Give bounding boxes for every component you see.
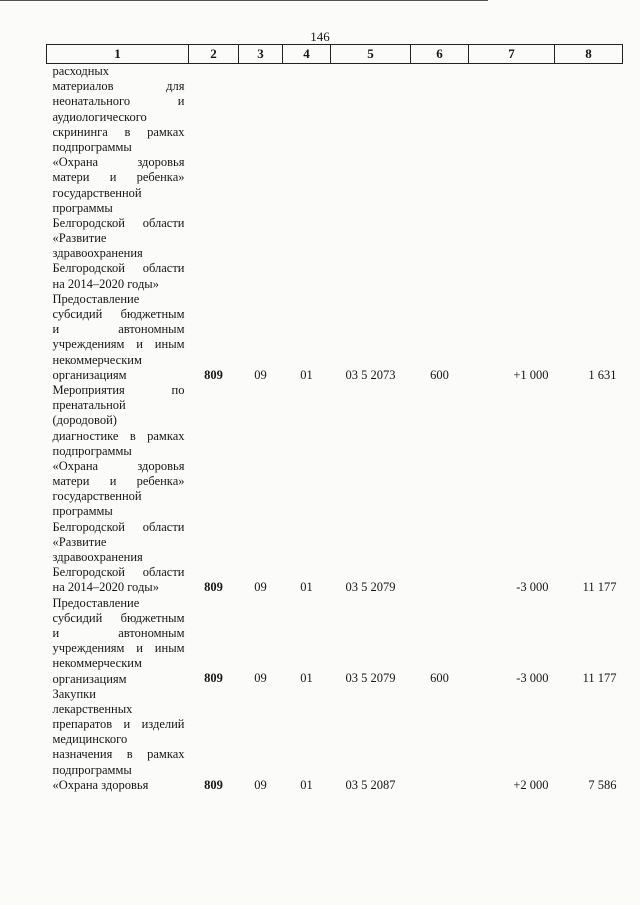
- section-cell: [239, 64, 283, 292]
- table-header: [47, 45, 623, 64]
- description-line: матери и ребенка»: [52, 474, 185, 489]
- table-row: [47, 687, 623, 793]
- total-amount-cell: 11 177: [582, 580, 617, 595]
- description-line: и автономным: [52, 625, 185, 640]
- header-col-3: 3: [239, 45, 283, 64]
- description-line: аудиологического: [52, 109, 147, 124]
- description-line: скрининга в рамках: [52, 124, 185, 139]
- description-line: матери и ребенка»: [52, 170, 185, 185]
- description-cell: [47, 687, 189, 793]
- total-amount-cell: 1 631: [588, 367, 617, 382]
- change-amount-cell: -3 000: [516, 671, 549, 686]
- description-line: «Развитие: [52, 231, 107, 246]
- description-line: пренатальной: [52, 398, 126, 413]
- expense-type-cell: 600: [430, 671, 449, 686]
- table-row: [47, 383, 623, 596]
- description-line: субсидий бюджетным: [52, 610, 185, 625]
- description-cell: [47, 596, 189, 687]
- description-line: организациям: [52, 367, 127, 382]
- description-line: медицинского: [52, 732, 128, 747]
- description-line: на 2014–2020 годы»: [52, 276, 159, 291]
- description-line: и автономным: [52, 322, 185, 337]
- description-line: учреждениям и иным: [52, 337, 185, 352]
- description-line: неонатального и: [52, 94, 185, 109]
- description-line: некоммерческим: [52, 656, 142, 671]
- header-col-6: 6: [411, 45, 469, 64]
- description-line: подпрограммы: [52, 139, 132, 154]
- description-line: здравоохранения: [52, 246, 143, 261]
- description-line: «Развитие: [52, 534, 107, 549]
- change-amount-cell: -3 000: [516, 580, 549, 595]
- description-line: Белгородской области: [52, 519, 185, 534]
- header-col-5: 5: [331, 45, 411, 64]
- section-cell: 09: [254, 671, 267, 686]
- description-line: материалов для: [52, 79, 185, 94]
- description-line: (дородовой): [52, 413, 117, 428]
- change-amount-cell: [469, 64, 555, 292]
- description-line: субсидий бюджетным: [52, 307, 185, 321]
- description-line: некоммерческим: [52, 352, 142, 367]
- description-line: Закупки: [52, 686, 96, 701]
- budget-table: [46, 44, 623, 793]
- subsection-cell: [283, 64, 331, 292]
- description-line: «Охрана здоровья: [52, 777, 149, 792]
- description-line: диагностике в рамках: [52, 428, 185, 443]
- subsection-cell: 01: [300, 580, 313, 595]
- total-amount-cell: 7 586: [588, 777, 617, 792]
- description-line: Белгородской области: [52, 215, 185, 230]
- description-line: Белгородской области: [52, 565, 185, 580]
- description-line: подпрограммы: [52, 762, 132, 777]
- section-cell: 09: [254, 777, 267, 792]
- description-line: Предоставление: [52, 595, 140, 610]
- header-col-1: 1: [47, 45, 189, 64]
- target-article-cell: 03 5 2079: [345, 671, 396, 686]
- description-cell: [47, 292, 189, 383]
- admin-code-cell: [189, 64, 239, 292]
- target-article-cell: 03 5 2073: [345, 367, 396, 382]
- change-amount-cell: +2 000: [513, 777, 549, 792]
- expense-type-cell: 600: [430, 367, 449, 382]
- table-row: [47, 64, 623, 292]
- description-line: программы: [52, 504, 113, 519]
- subsection-cell: 01: [300, 777, 313, 792]
- table-body: [47, 64, 623, 794]
- description-line: препаратов и изделий: [52, 717, 185, 732]
- description-cell: [47, 64, 189, 292]
- total-amount-cell: [555, 64, 623, 292]
- expense-type-cell: [411, 687, 469, 793]
- description-line: назначения в рамках: [52, 747, 185, 762]
- top-rule: [0, 0, 488, 1]
- description-line: на 2014–2020 годы»: [52, 580, 159, 595]
- description-line: государственной: [52, 489, 142, 504]
- admin-code-cell: 809: [204, 777, 223, 792]
- description-cell: [47, 383, 189, 596]
- header-col-2: 2: [189, 45, 239, 64]
- header-row: [47, 45, 623, 64]
- description-line: программы: [52, 200, 113, 215]
- change-amount-cell: +1 000: [513, 367, 549, 382]
- target-article-cell: 03 5 2079: [345, 580, 396, 595]
- description-line: государственной: [52, 185, 142, 200]
- header-col-7: 7: [469, 45, 555, 64]
- description-line: организациям: [52, 671, 127, 686]
- description-line: «Охрана здоровья: [52, 155, 185, 170]
- header-col-8: 8: [555, 45, 623, 64]
- admin-code-cell: 809: [204, 671, 223, 686]
- header-col-4: 4: [283, 45, 331, 64]
- table-row: [47, 596, 623, 687]
- description-line: Белгородской области: [52, 261, 185, 276]
- expense-type-cell: [411, 64, 469, 292]
- target-article-cell: [331, 64, 411, 292]
- page-number: 146: [310, 29, 330, 44]
- description-line: здравоохранения: [52, 550, 143, 564]
- admin-code-cell: 809: [204, 580, 223, 595]
- description-line: «Охрана здоровья: [52, 458, 185, 473]
- description-line: Предоставление: [52, 291, 140, 306]
- subsection-cell: 01: [300, 671, 313, 686]
- description-line: Мероприятия по: [52, 382, 185, 397]
- section-cell: 09: [254, 580, 267, 595]
- admin-code-cell: 809: [204, 367, 223, 382]
- description-line: подпрограммы: [52, 443, 132, 458]
- total-amount-cell: 11 177: [582, 671, 617, 686]
- target-article-cell: 03 5 2087: [345, 777, 396, 792]
- expense-type-cell: [411, 383, 469, 596]
- subsection-cell: 01: [300, 367, 313, 382]
- description-line: учреждениям и иным: [52, 641, 185, 656]
- description-line: расходных: [52, 64, 110, 78]
- section-cell: 09: [254, 367, 267, 382]
- description-line: лекарственных: [52, 701, 133, 716]
- table-row: [47, 292, 623, 383]
